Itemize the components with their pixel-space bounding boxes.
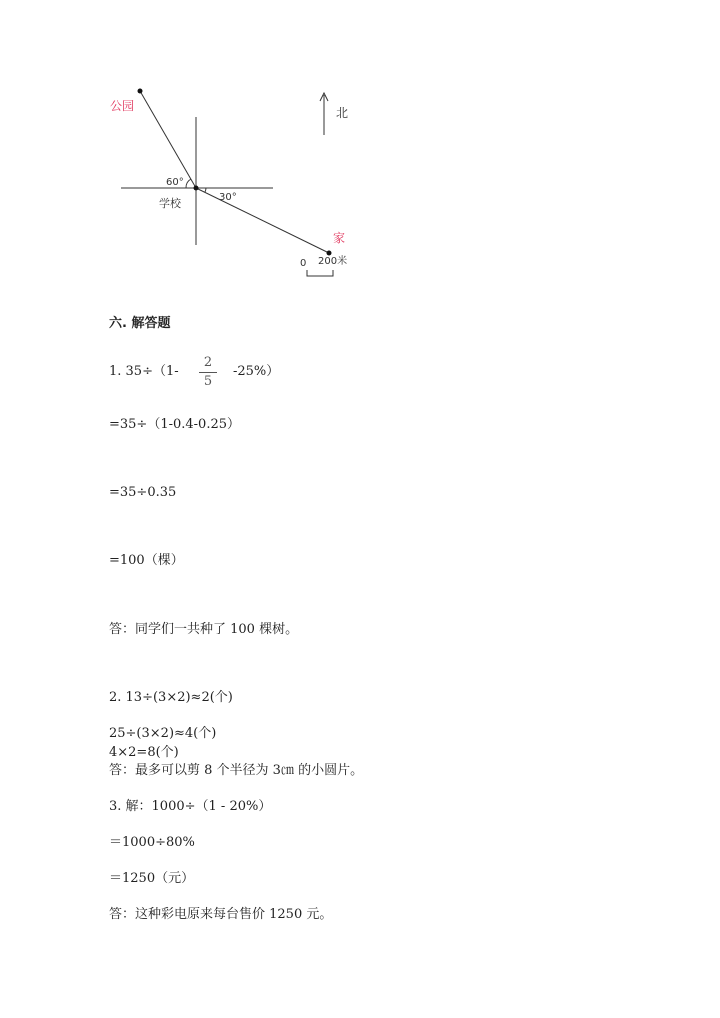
north-label: 北 bbox=[336, 106, 349, 120]
q2-line2: 25÷(3×2)≈4(个) bbox=[109, 726, 217, 741]
q1-line2: =35÷（1-0.4-0.25） bbox=[109, 417, 241, 432]
park-point bbox=[138, 89, 143, 94]
q1-fraction bbox=[199, 355, 217, 390]
school-point bbox=[194, 186, 199, 191]
path-school-to-home bbox=[196, 188, 329, 253]
section-heading: 六. 解答题 bbox=[109, 316, 171, 331]
map-diagram bbox=[0, 0, 720, 300]
angle-60-label: 60° bbox=[166, 177, 184, 188]
scale-end-label: 200米 bbox=[318, 256, 348, 267]
home-point bbox=[327, 251, 332, 256]
q1-line1-prefix: 1. 35÷（1- bbox=[109, 364, 179, 379]
angle-arc-30 bbox=[205, 188, 206, 192]
q1-line1-suffix: -25%） bbox=[233, 364, 280, 379]
q1-fraction-denominator: 5 bbox=[199, 372, 217, 390]
q2-line3: 4×2=8(个) bbox=[109, 745, 179, 760]
q3-line2: ＝1000÷80% bbox=[109, 835, 195, 850]
q1-answer: 答：同学们一共种了 100 棵树。 bbox=[109, 622, 299, 637]
q2-line1: 2. 13÷(3×2)≈2(个) bbox=[109, 690, 233, 705]
scale-start-label: 0 bbox=[300, 258, 307, 269]
q3-answer: 答：这种彩电原来每台售价 1250 元。 bbox=[109, 907, 333, 922]
q1-fraction-numerator: 2 bbox=[203, 355, 213, 370]
path-school-to-park bbox=[140, 91, 196, 188]
school-label: 学校 bbox=[159, 197, 181, 210]
q1-line4: =100（棵） bbox=[109, 553, 184, 568]
angle-arc-60 bbox=[186, 179, 191, 188]
scale-bar bbox=[307, 270, 333, 276]
q1-line3: =35÷0.35 bbox=[109, 485, 177, 500]
angle-30-label: 30° bbox=[219, 192, 237, 203]
q3-line3: ＝1250（元） bbox=[109, 871, 195, 886]
park-label: 公园 bbox=[110, 99, 135, 113]
q2-answer: 答：最多可以剪 8 个半径为 3㎝ 的小圆片。 bbox=[109, 763, 364, 778]
q3-line1: 3. 解：1000÷（1 - 20%） bbox=[109, 799, 272, 814]
home-label: 家 bbox=[333, 231, 346, 245]
